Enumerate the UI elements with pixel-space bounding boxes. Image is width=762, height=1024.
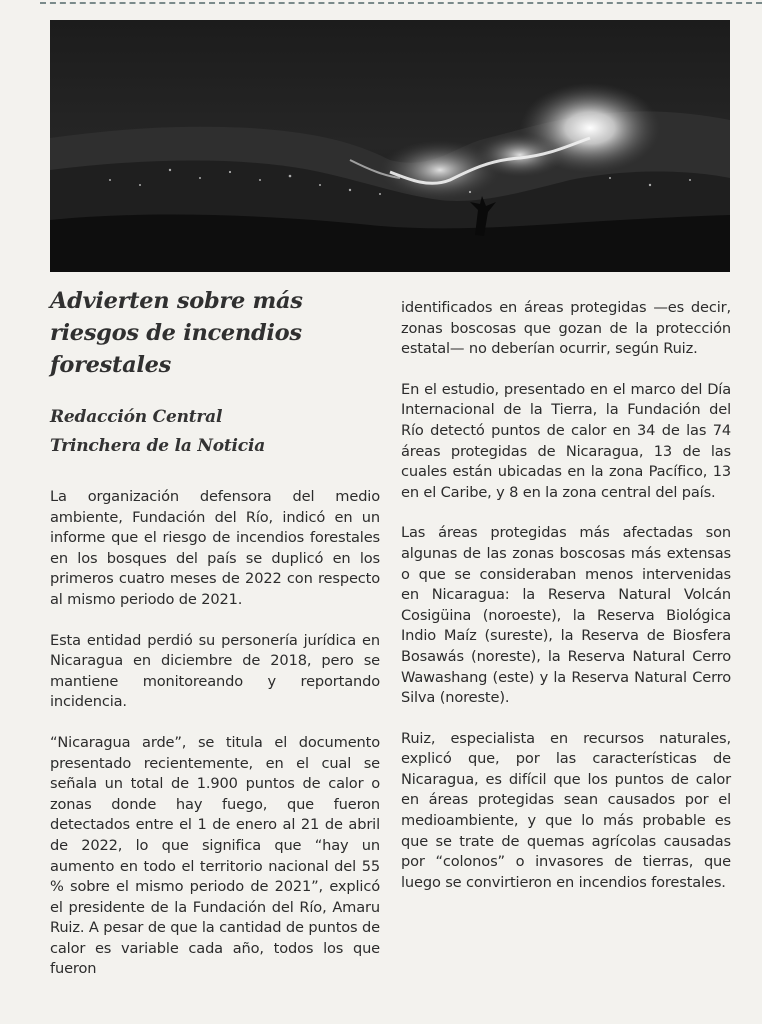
byline-line-1: Redacción Central <box>50 407 223 427</box>
article-byline <box>50 403 372 461</box>
body-paragraph-3-start: “Nicaragua arde”, se titula el documento presentado recientemente, en el cual se señala un total de 1.900 puntos de calor o zonas donde hay fuego, que fueron detectados entre el 1 de enero al 21 de abril de 2022, lo que significa que “hay un aumento en todo el territorio nacional del 55 % sobre el mismo periodo de 2021”, explicó el presidente de la Fundación del Río, Amaru Ruiz. A pesar de que la cantidad de puntos de calor es variable cada año, todos los que fueron <box>50 733 380 978</box>
article-column-left <box>50 487 380 980</box>
article-column-right <box>401 298 731 893</box>
body-paragraph-4: En el estudio, presentado en el marco del Día Internacional de la Tierra, la Fundación del Río detectó puntos de calor en 34 de las 74 áreas protegidas de Nicaragua, 13 de las cuales están ubicadas en la zona Pacífico, 13 en el Caribe, y 8 en la zona central del país. <box>401 380 731 501</box>
byline-line-2: Trinchera de la Noticia <box>50 436 266 456</box>
forest-fire-photo <box>50 20 730 272</box>
forest-fire-photo-icon <box>50 20 730 272</box>
article-headline: Advierten sobre más riesgos de incendios forestales <box>50 288 303 378</box>
body-paragraph-5: Las áreas protegidas más afectadas son algunas de las zonas boscosas más extensas o que se consideraban menos intervenidas en Nicaragua: la Reserva Natural Volcán Cosigüina (noroeste), la Reserva Biológica Indio Maíz (sureste), la Reserva de Biosfera Bosawás (noreste), la Reserva Natural Cerro Wawashang (este) y la Reserva Natural Cerro Silva (noreste). <box>401 524 731 707</box>
body-paragraph-3-end: identificados en áreas protegidas —es decir, zonas boscosas que gozan de la protección estatal— no deberían ocurrir, según Ruiz. <box>401 299 731 358</box>
body-paragraph-1: La organización defensora del medio ambiente, Fundación del Río, indicó en un informe que el riesgo de incendios forestales en los bosques del país se duplicó en los primeros cuatro meses de 2022 con respecto al mismo periodo de 2021. <box>50 488 380 608</box>
body-paragraph-2: Esta entidad perdió su personería jurídica en Nicaragua en diciembre de 2018, pero se mantiene monitoreando y reportando incidencia. <box>50 631 380 711</box>
body-paragraph-6: Ruiz, especialista en recursos naturales, explicó que, por las características de Nicaragua, es difícil que los puntos de calor en áreas protegidas sean causados por el medioambiente, y que lo más probable es que se trate de quemas agrícolas causadas por “colonos” o invasores de tierras, que luego se convirtieron en incendios forestales. <box>401 729 731 891</box>
top-dashed-rule <box>40 2 762 4</box>
